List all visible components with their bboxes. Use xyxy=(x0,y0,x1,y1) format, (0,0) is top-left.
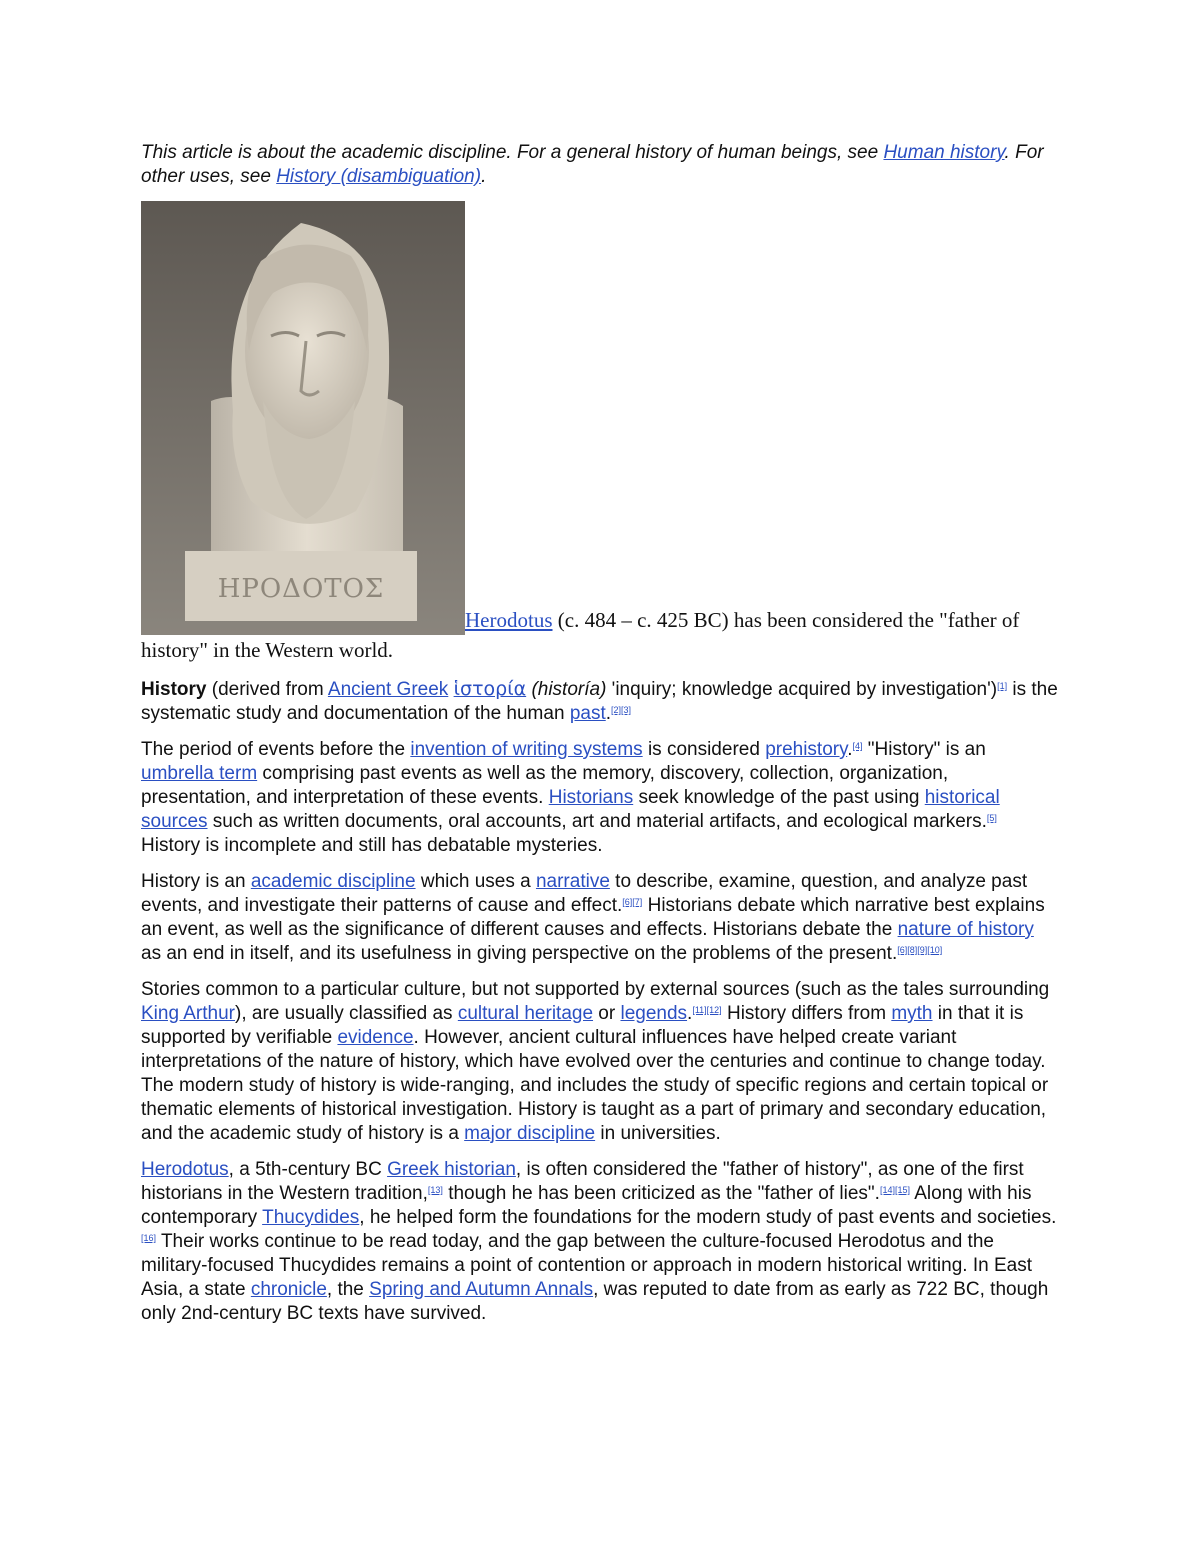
paragraph-1 xyxy=(141,677,1059,726)
link-thucydides[interactable]: Thucydides xyxy=(262,1207,360,1228)
text: . xyxy=(687,1003,693,1024)
link-nature-of-history[interactable]: nature of history xyxy=(897,919,1034,940)
hatnote-text: This article is about the academic discipline. For a general history of human beings, see xyxy=(141,142,884,163)
text: , he helped form the foundations for the modern study of past events and societies. xyxy=(359,1207,1057,1228)
ref-16[interactable]: [16] xyxy=(141,1233,157,1243)
text: ), are usually classified as xyxy=(235,1003,458,1024)
ref-2-3[interactable]: [2][3] xyxy=(611,705,632,715)
link-umbrella-term[interactable]: umbrella term xyxy=(141,763,258,784)
link-major-discipline[interactable]: major discipline xyxy=(464,1123,596,1144)
link-past[interactable]: past xyxy=(569,703,606,724)
link-human-history[interactable]: Human history xyxy=(883,142,1005,163)
text: Stories common to a particular culture, but not supported by external sources (such as the tales surrounding xyxy=(141,979,1050,1000)
link-ancient-greek[interactable]: Ancient Greek xyxy=(327,679,449,700)
paragraph-2 xyxy=(141,738,1059,858)
text: , the xyxy=(326,1279,370,1300)
text: Their works continue to be read today, and the gap between the culture-focused Herodotus and the military-focused Thucydides remains a point of contention or approach in modern historical writing. In East Asia, a state xyxy=(141,1231,1032,1300)
transliteration: (historía) xyxy=(531,679,607,700)
text: such as written documents, oral accounts, art and material artifacts, and ecological markers. xyxy=(207,811,987,832)
text: 'inquiry; knowledge acquired by investigation') xyxy=(606,679,998,700)
text: is the systematic study and documentation of the human xyxy=(141,679,1058,724)
ref-14-15[interactable]: [14][15] xyxy=(879,1185,910,1195)
text: History is incomplete and still has debatable mysteries. xyxy=(141,835,603,856)
text: . xyxy=(847,739,853,760)
link-invention-of-writing-systems[interactable]: invention of writing systems xyxy=(410,739,643,760)
ref-1[interactable]: [1] xyxy=(997,681,1008,691)
text: in universities. xyxy=(595,1123,721,1144)
text: which uses a xyxy=(415,871,536,892)
caption-link-herodotus[interactable]: Herodotus xyxy=(465,608,553,632)
link-greek-historian[interactable]: Greek historian xyxy=(387,1159,516,1180)
text: "History" is an xyxy=(862,739,986,760)
link-myth[interactable]: myth xyxy=(891,1003,933,1024)
text: is considered xyxy=(642,739,766,760)
text: , was reputed to date from as early as 722 BC, though only 2nd-century BC texts have survived. xyxy=(141,1279,1049,1324)
link-spring-and-autumn-annals[interactable]: Spring and Autumn Annals xyxy=(369,1279,594,1300)
link-herodotus[interactable]: Herodotus xyxy=(141,1159,229,1180)
hatnote xyxy=(141,141,1059,189)
bust-inscription: ΗΡΟΔΟΤΟΣ xyxy=(217,574,385,604)
hatnote-text: . xyxy=(481,166,487,187)
text: . xyxy=(605,703,612,724)
text: , is often considered the "father of history", as one of the first historians in the Western tradition, xyxy=(141,1159,1024,1204)
text: in that it is supported by verifiable xyxy=(141,1003,1024,1048)
ref-6-8-9-10[interactable]: [6][8][9][10] xyxy=(897,945,943,955)
text: or xyxy=(593,1003,621,1024)
paragraph-5 xyxy=(141,1158,1059,1326)
text: though he has been criticized as the "father of lies". xyxy=(442,1183,880,1204)
link-king-arthur[interactable]: King Arthur xyxy=(141,1003,235,1024)
link-legends[interactable]: legends xyxy=(620,1003,688,1024)
link-historians[interactable]: Historians xyxy=(548,787,634,808)
figure-herodotus xyxy=(141,201,1059,665)
ref-5[interactable]: [5] xyxy=(986,813,997,823)
link-chronicle[interactable]: chronicle xyxy=(250,1279,327,1300)
text: (derived from xyxy=(206,679,328,700)
text: comprising past events as well as the memory, discovery, collection, organization, presentation, and interpretation of these events. xyxy=(141,763,949,808)
ref-6-7[interactable]: [6][7] xyxy=(622,897,643,907)
text: . However, ancient cultural influences have helped create variant interpretations of the nature of history, which have evolved over the centuries and continue to change today. The modern study of history is wide-ranging, and includes the study of specific regions and certain topical or thematic elements of historical investigation. History is taught as a part of primary and secondary education, and the academic study of history is a xyxy=(141,1027,1049,1144)
link-evidence[interactable]: evidence xyxy=(337,1027,414,1048)
text: Along with his contemporary xyxy=(141,1183,1032,1228)
text: , a 5th-century BC xyxy=(228,1159,388,1180)
text: Historians debate which narrative best explains an event, as well as the significance of different causes and effects. Historians debate the xyxy=(141,895,1045,940)
ref-11-12[interactable]: [11][12] xyxy=(692,1005,722,1015)
link-academic-discipline[interactable]: academic discipline xyxy=(250,871,416,892)
hatnote-text: . For other uses, see xyxy=(141,142,1044,187)
link-greek-word[interactable]: ἱστορία xyxy=(453,678,527,700)
text: History differs from xyxy=(721,1003,892,1024)
text: to describe, examine, question, and analyze past events, and investigate their patterns of cause and effect. xyxy=(141,871,1028,916)
paragraph-3 xyxy=(141,870,1059,966)
link-history-disambiguation[interactable]: History (disambiguation) xyxy=(276,166,482,187)
text: as an end in itself, and its usefulness in giving perspective on the problems of the present. xyxy=(141,943,898,964)
ref-13[interactable]: [13] xyxy=(427,1185,443,1195)
text: History is an xyxy=(141,871,251,892)
link-narrative[interactable]: narrative xyxy=(535,871,610,892)
herodotus-bust-image[interactable] xyxy=(141,201,465,635)
paragraph-4 xyxy=(141,978,1059,1146)
ref-4[interactable]: [4] xyxy=(852,741,863,751)
text: seek knowledge of the past using xyxy=(633,787,925,808)
figure-caption: (c. 484 – c. 425 BC) has been considered the "father of history" in the Western world. xyxy=(141,608,1020,662)
link-historical-sources[interactable]: historical sources xyxy=(141,787,1000,832)
article-page xyxy=(141,141,1059,1338)
term-history: History xyxy=(141,679,207,700)
text: The period of events before the xyxy=(141,739,411,760)
link-cultural-heritage[interactable]: cultural heritage xyxy=(457,1003,594,1024)
link-prehistory[interactable]: prehistory xyxy=(765,739,848,760)
